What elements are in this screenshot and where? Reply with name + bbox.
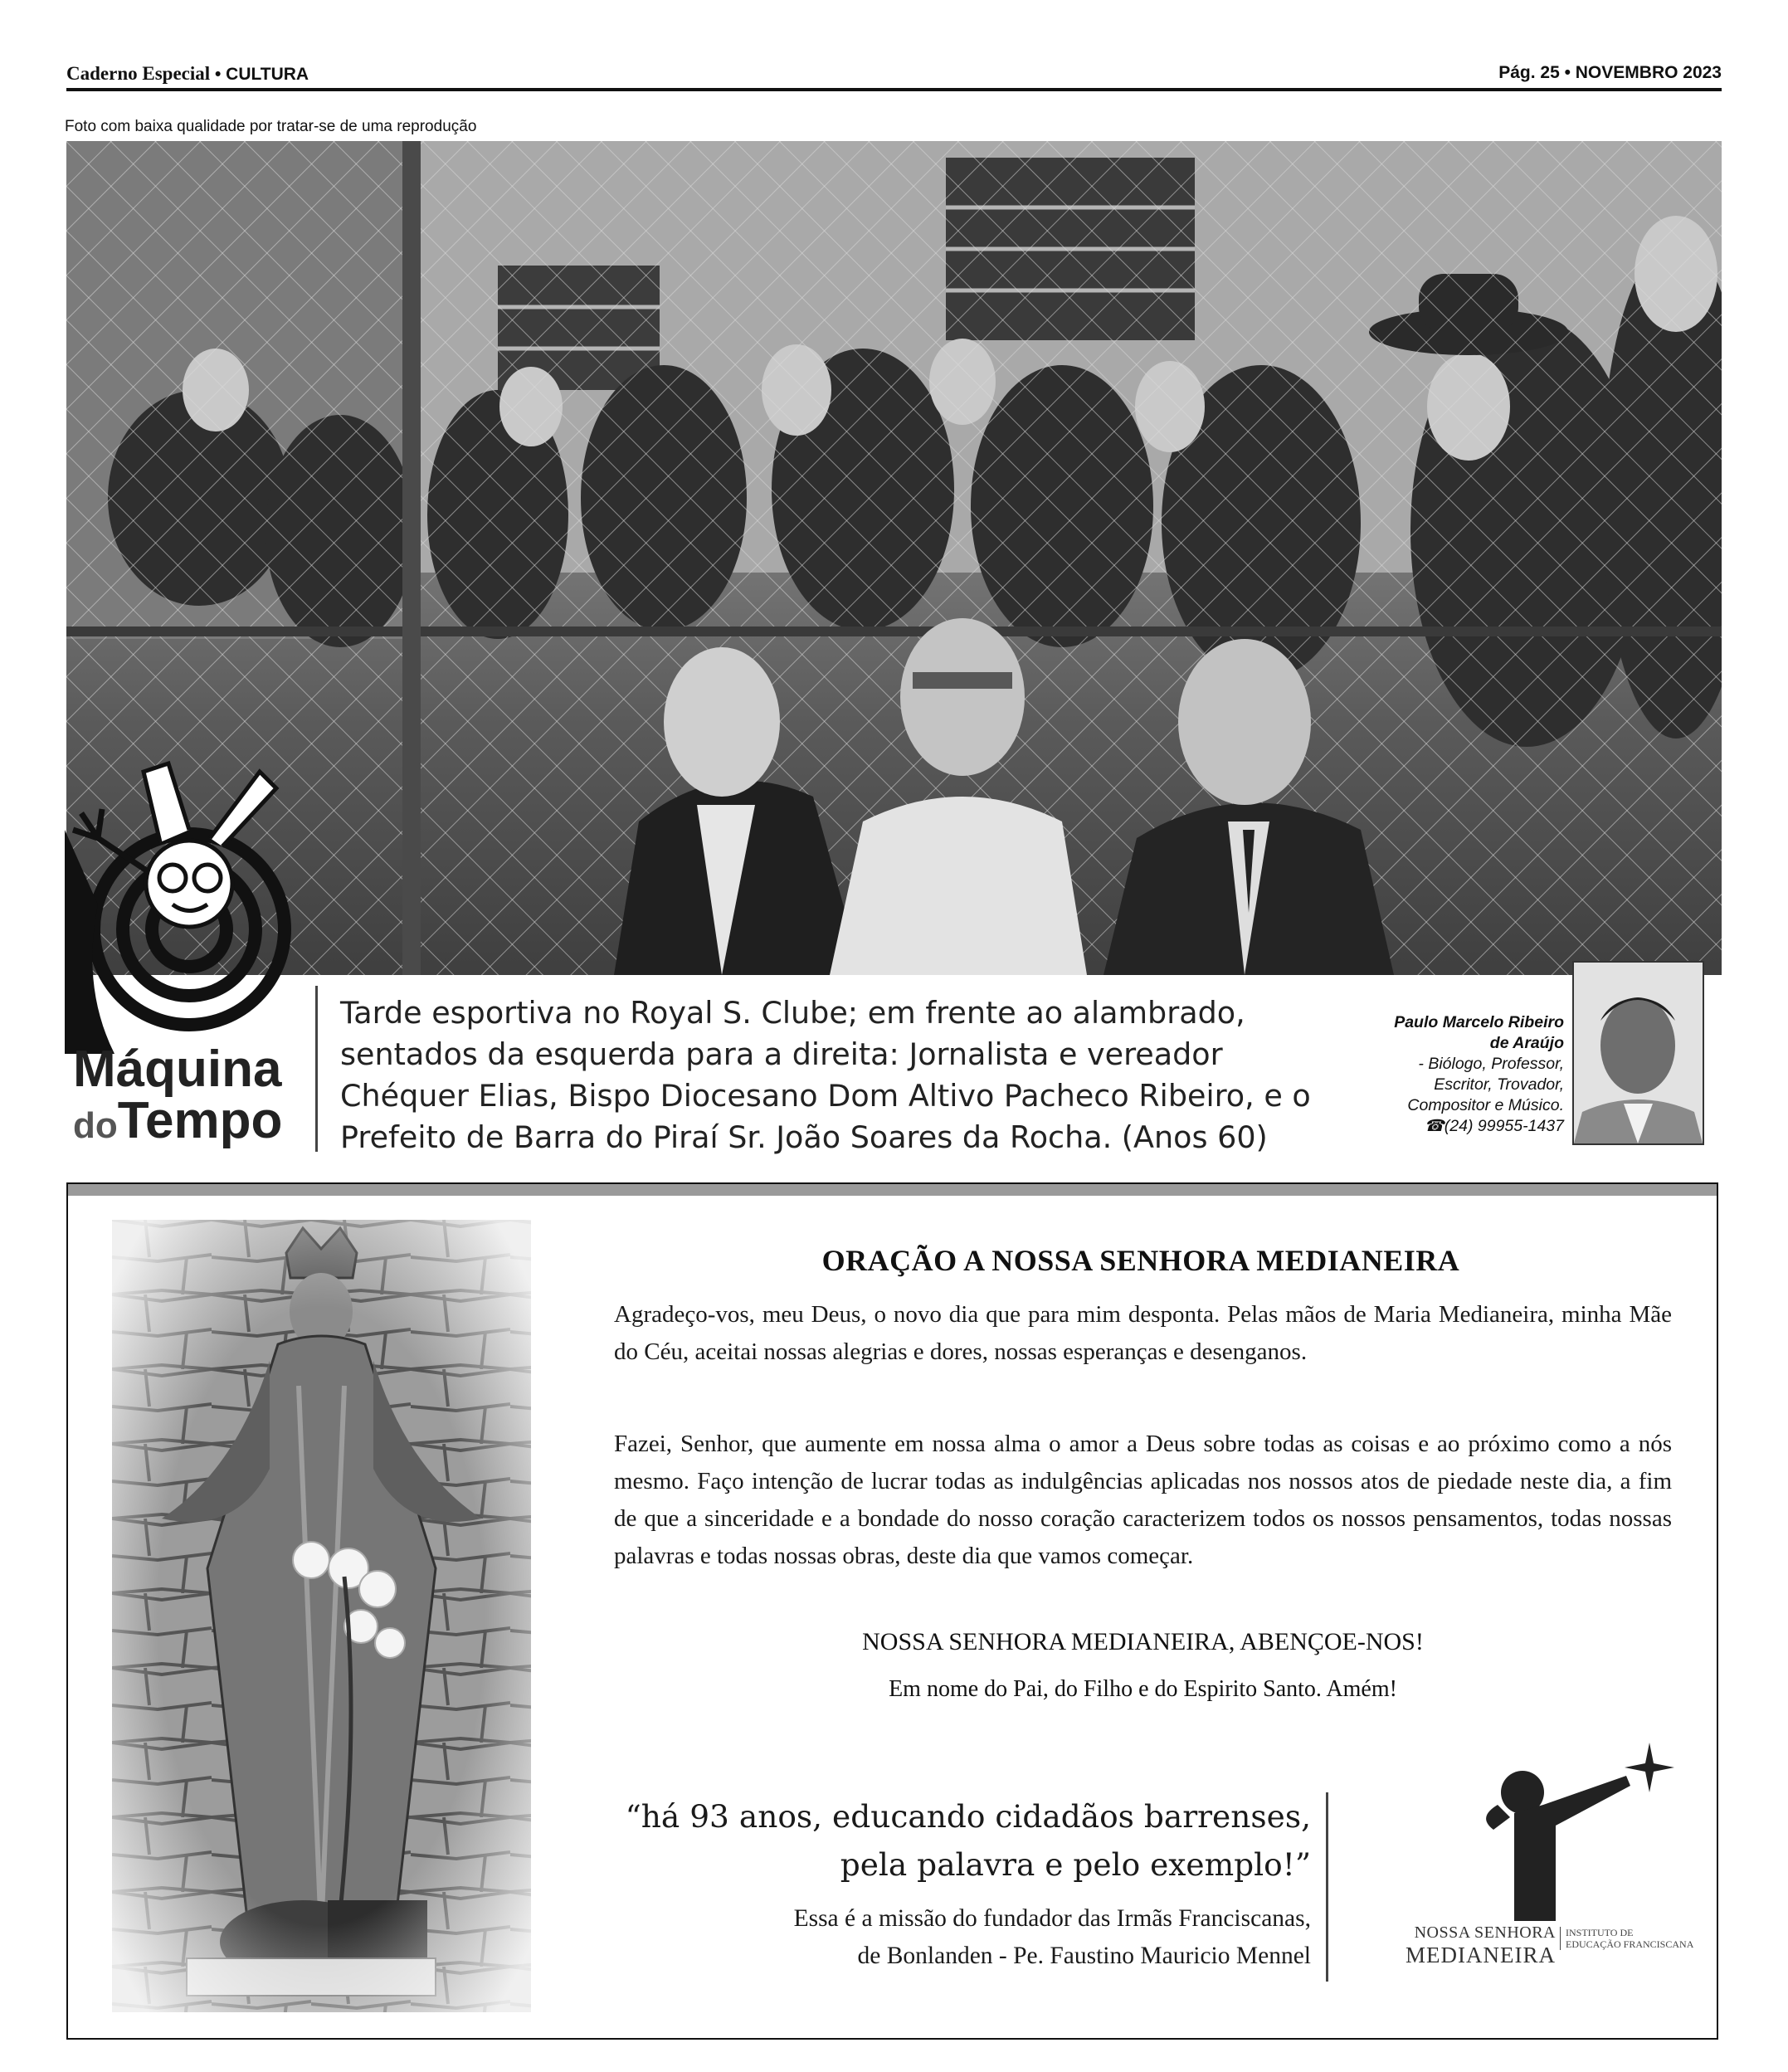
page-info: Pág. 25 • NOVEMBRO 2023 (1498, 63, 1722, 82)
slogan-line-1: “há 93 anos, educando cidadãos barrenses, (625, 1798, 1311, 1835)
historic-photo (66, 141, 1722, 975)
logo-line-1: Máquina (73, 1041, 282, 1098)
author-name-line-2: de Araújo (1489, 1034, 1564, 1052)
prayer-paragraph-2: Fazei, Senhor, que aumente em nossa alma o amor a Deus sobre todas as coisas e ao próximo como a nós mesmo. Faço intenção de lucrar todas as indulgências aplicadas nos nossos atos de piedade neste dia, a fim de que a sinceridade e a bondade do nosso coração caracterizem todos os nossos pensamentos, todas nossas palavras e todas nossas obras, deste dia que vamos começar. (614, 1431, 1672, 1569)
mission-line-1: Essa é a missão do fundador das Irmãs Franciscanas, (793, 1905, 1311, 1932)
institution-sub-line-2: EDUCAÇÃO FRANCISCANA (1566, 1938, 1694, 1950)
mission-line-2: de Bonlanden - Pe. Faustino Mauricio Mennel (857, 1943, 1311, 1969)
photo-caption: Tarde esportiva no Royal S. Clube; em frente ao alambrado, sentados da esquerda para a direita: Jornalista e vereador Chéquer Elias, Bispo Diocesano Dom Altivo Pacheco Ribeiro, e o Prefeito de Barra do Piraí Sr. João Soares da Rocha. (Anos 60) (340, 995, 1311, 1155)
section-topic: CULTURA (226, 65, 309, 84)
photo-note: Foto com baixa qualidade por tratar-se de uma reprodução (65, 118, 477, 135)
logo-wordmark (73, 1041, 305, 1152)
prayer-blessing: NOSSA SENHORA MEDIANEIRA, ABENÇOE-NOS! (862, 1628, 1424, 1655)
slogan-rule (1326, 1792, 1328, 1982)
institution-name (1377, 1923, 1556, 1968)
box-top-band (68, 1184, 1717, 1196)
section-header (66, 63, 309, 85)
section-separator: • (210, 65, 227, 84)
author-roles-line-3: Compositor e Músico. (1407, 1096, 1564, 1114)
header-rule (66, 88, 1722, 91)
logo-line-2: Tempo (117, 1092, 283, 1149)
author-portrait (1572, 961, 1704, 1145)
prayer-title: ORAÇÃO A NOSSA SENHORA MEDIANEIRA (821, 1244, 1460, 1277)
caption-rule (315, 986, 318, 1152)
author-credit (1323, 1012, 1564, 1137)
star-icon (1625, 1743, 1674, 1792)
institution-mission (581, 1900, 1311, 1975)
institution-name-line-1: NOSSA SENHORA (1414, 1923, 1556, 1942)
author-name-line-1: Paulo Marcelo Ribeiro (1394, 1013, 1564, 1031)
logo-do: do (73, 1105, 118, 1146)
institution-name-line-2: MEDIANEIRA (1406, 1943, 1556, 1967)
author-phone: (24) 99955-1437 (1444, 1117, 1564, 1135)
institution-sub-line-1: INSTITUTO DE (1566, 1927, 1634, 1938)
prayer-amen: Em nome do Pai, do Filho e do Espirito Santo. Amém! (889, 1676, 1397, 1702)
author-roles-line-1: - Biólogo, Professor, (1418, 1055, 1564, 1073)
virgin-mary-statue-photo (112, 1220, 531, 2012)
author-roles-line-2: Escritor, Trovador, (1434, 1075, 1564, 1094)
institution-subtitle (1560, 1927, 1723, 1950)
telephone-icon: ☎ (1424, 1117, 1445, 1135)
slogan-line-2: pela palavra e pelo exemplo!” (840, 1846, 1311, 1883)
institution-slogan (581, 1792, 1311, 1889)
prayer-paragraph-1: Agradeço-vos, meu Deus, o novo dia que para mim desponta. Pelas mãos de Maria Medianeira, minha Mãe do Céu, aceitai nossas alegrias e dores, nossas esperanças e desenganos. (614, 1301, 1672, 1365)
section-name: Caderno Especial (66, 63, 211, 84)
